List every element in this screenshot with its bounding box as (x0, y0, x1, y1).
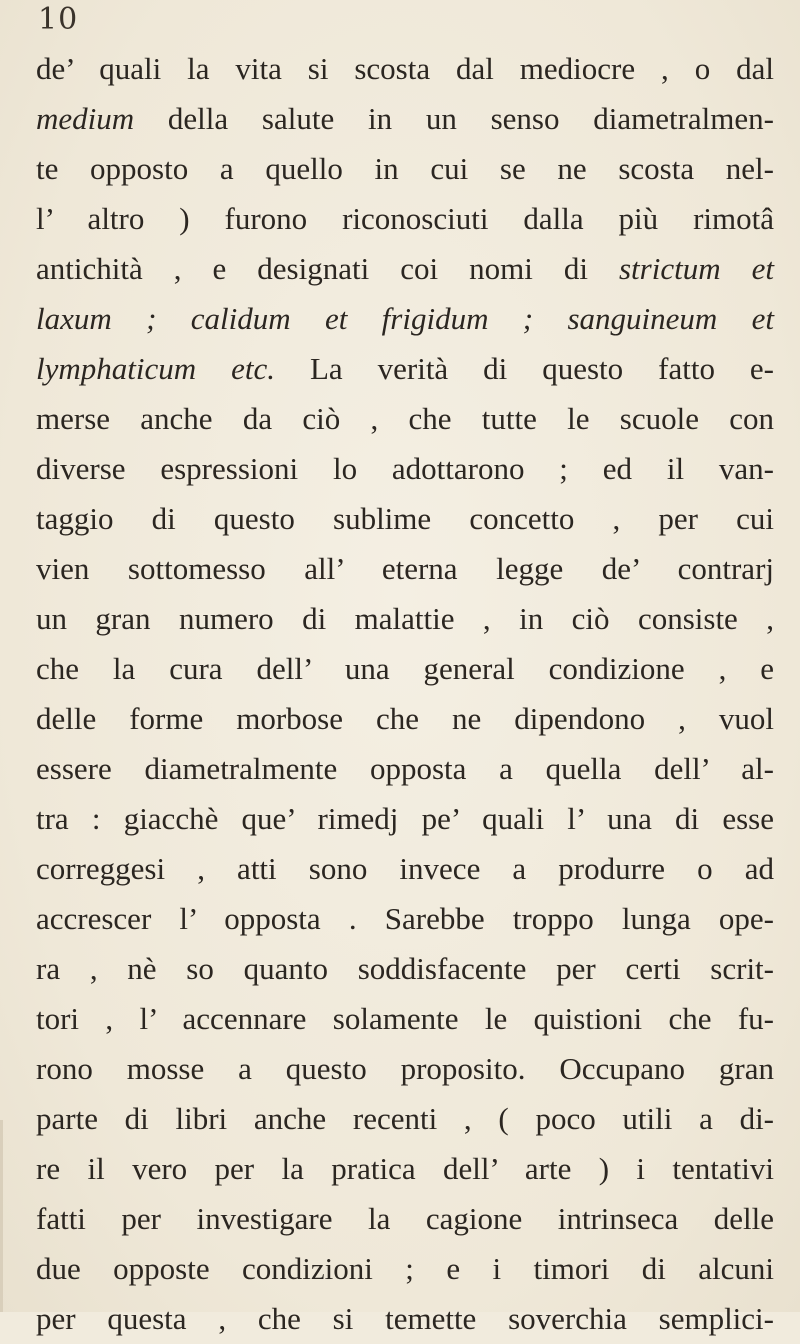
text-run: taggio di questo sublime concetto , per cui (36, 501, 774, 536)
text-run: l’ altro ) furono riconosciuti dalla più rimotâ (36, 201, 774, 236)
text-run: de’ quali la vita si scosta dal mediocre , o dal (36, 51, 774, 86)
text-run: antichità , e designati coi nomi di (36, 251, 619, 286)
text-run: due opposte condizioni ; e i timori di alcuni (36, 1251, 774, 1286)
text-line (36, 444, 774, 494)
text-run: ra , nè so quanto soddisfacente per certi scrit- (36, 951, 774, 986)
text-line (36, 344, 774, 394)
body-text (36, 44, 774, 1344)
text-line (36, 894, 774, 944)
text-line (36, 394, 774, 444)
text-line (36, 844, 774, 894)
text-run: che la cura dell’ una general condizione , e (36, 651, 774, 686)
text-run: La verità di questo fatto e- (274, 351, 774, 386)
text-line (36, 644, 774, 694)
text-line (36, 1294, 774, 1344)
text-line (36, 294, 774, 344)
text-line (36, 144, 774, 194)
text-line (36, 694, 774, 744)
text-run: merse anche da ciò , che tutte le scuole con (36, 401, 774, 436)
text-run: parte di libri anche recenti , ( poco utili a di- (36, 1101, 774, 1136)
text-run: accrescer l’ opposta . Sarebbe troppo lunga ope- (36, 901, 774, 936)
text-run: re il vero per la pratica dell’ arte ) i tentativi (36, 1151, 774, 1186)
text-run: correggesi , atti sono invece a produrre o ad (36, 851, 774, 886)
text-line (36, 994, 774, 1044)
text-run: un gran numero di malattie , in ciò consiste , (36, 601, 774, 636)
page-edge-shadow (0, 1120, 3, 1312)
text-run: essere diametralmente opposta a quella dell’ al- (36, 751, 774, 786)
text-line (36, 194, 774, 244)
italic-text-run: medium (36, 101, 135, 136)
text-run: diverse espressioni lo adottarono ; ed il van- (36, 451, 774, 486)
text-line (36, 1244, 774, 1294)
text-run: tori , l’ accennare solamente le quistioni che fu- (36, 1001, 774, 1036)
text-line (36, 94, 774, 144)
text-line (36, 944, 774, 994)
text-line (36, 794, 774, 844)
italic-text-run: laxum ; calidum et frigidum ; sanguineum et (36, 301, 774, 336)
page-number: 10 (38, 2, 79, 37)
text-run: per questa , che si temette soverchia semplici- (36, 1301, 774, 1336)
text-run: tra : giacchè que’ rimedj pe’ quali l’ una di esse (36, 801, 774, 836)
text-line (36, 594, 774, 644)
text-run: vien sottomesso all’ eterna legge de’ contrarj (36, 551, 774, 586)
text-run: fatti per investigare la cagione intrinseca delle (36, 1201, 774, 1236)
text-run: te opposto a quello in cui se ne scosta nel- (36, 151, 774, 186)
text-run: rono mosse a questo proposito. Occupano gran (36, 1051, 774, 1086)
italic-text-run: lymphaticum etc. (36, 351, 275, 386)
text-line (36, 744, 774, 794)
text-line (36, 1044, 774, 1094)
text-line (36, 244, 774, 294)
text-line (36, 1144, 774, 1194)
text-run: della salute in un senso diametralmen- (134, 101, 774, 136)
text-line (36, 544, 774, 594)
text-line (36, 1194, 774, 1244)
text-line (36, 1094, 774, 1144)
italic-text-run: strictum et (618, 251, 774, 286)
text-line (36, 44, 774, 94)
text-run: delle forme morbose che ne dipendono , vuol (36, 701, 774, 736)
text-line (36, 494, 774, 544)
